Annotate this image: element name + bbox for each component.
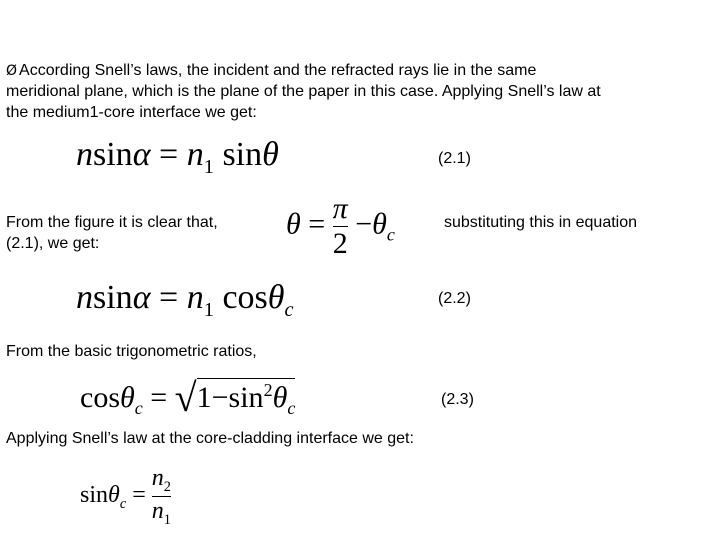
equation-label-2-1: (2.1): [438, 150, 471, 167]
figure-text-right: substituting this in equation: [444, 214, 638, 231]
figure-text-line-2: (2.1), we get:: [6, 235, 100, 252]
radicand: $1-\sin^2\theta_c$: [196, 380, 296, 418]
intro-line-2: meridional plane, which is the plane of the paper in this case. Applying Snell’s law at: [6, 83, 601, 100]
figure-text-line-1: From the figure it is clear that,: [6, 214, 218, 231]
pi-over-two: $\frac{\pi}{2}$: [332, 192, 348, 260]
equation-2-3: $\cos\theta_c = √1-\sin^2\theta_c$: [80, 375, 296, 420]
theta-relation-equation: θ = $\frac{\pi}{2}$ $-\theta_c$: [286, 192, 395, 260]
intro-line-1: [6, 60, 536, 82]
intro-text-1: According Snell’s laws, the incident and the refracted rays lie in the same: [19, 62, 537, 79]
intro-line-3: the medium1-core interface we get:: [6, 104, 257, 121]
square-root-icon: √: [174, 375, 197, 420]
equation-label-2-3: (2.3): [441, 391, 474, 408]
trig-ratios-text: From the basic trigonometric ratios,: [6, 343, 257, 360]
equation-sin-theta-c: sinθ$_c$ = $\frac{n_2}{n_1}$: [80, 465, 171, 528]
n2-over-n1: $\frac{n_2}{n_1}$: [151, 465, 171, 528]
equation-label-2-2: (2.2): [438, 290, 471, 307]
equation-2-1: $nsin\alpha = n_1$ sinθ: [76, 136, 279, 178]
core-cladding-text: Applying Snell’s law at the core-cladding interface we get:: [6, 430, 414, 447]
equation-2-2: $nsin\alpha = n_1$ cosθ$_c$: [76, 279, 294, 321]
arrow-bullet-icon: Ø: [6, 63, 18, 79]
